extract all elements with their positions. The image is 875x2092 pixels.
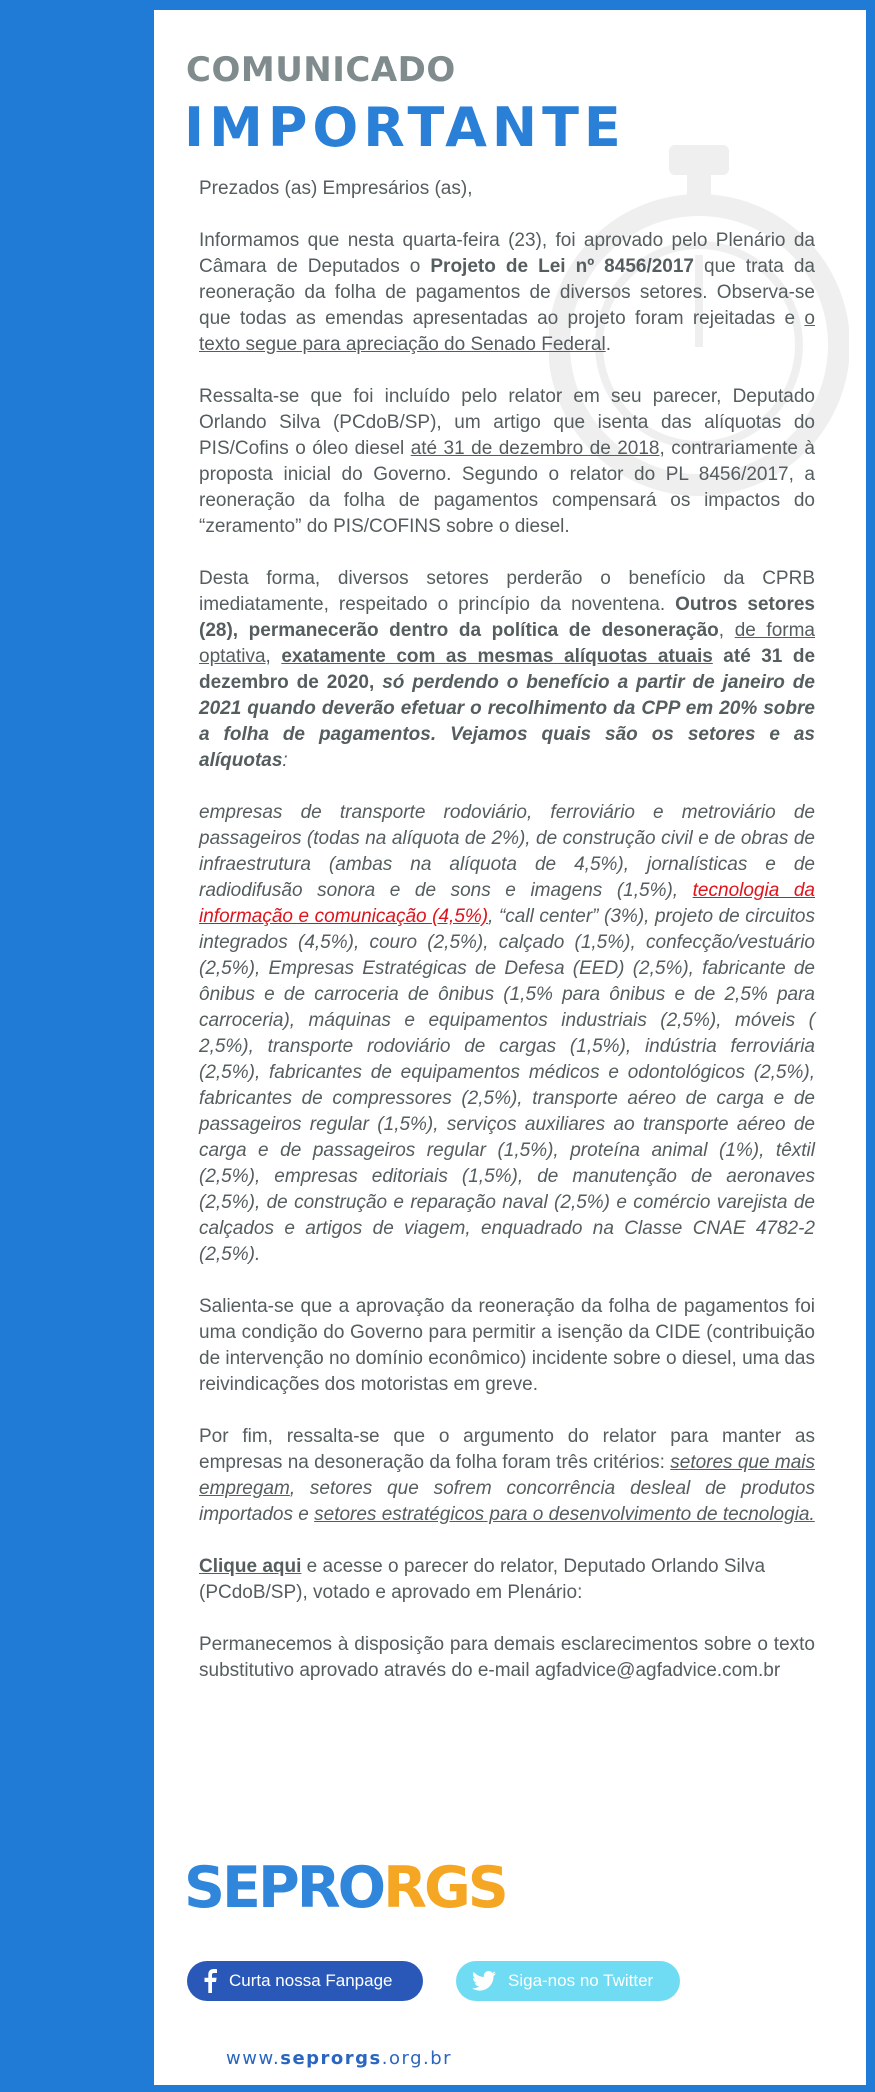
tech-info-link[interactable]: tecnologia da informação e comunicação (4,5%) <box>199 880 815 927</box>
logo-sepro: SEPRO <box>184 1855 384 1921</box>
facebook-fanpage-button[interactable] <box>187 1961 423 2001</box>
p6-text-a: Por fim, ressalta-se que o argumento do relator para manter as empresas na desoneração da folha foram três critérios: <box>199 1426 815 1473</box>
website-link[interactable] <box>226 2048 452 2069</box>
title-comunicado: COMUNICADO <box>186 50 456 90</box>
paragraph-sectors <box>199 566 815 774</box>
p3-deadline: até 31 de dezembro de 2020, <box>199 646 816 693</box>
p1-text-e: . <box>605 334 611 355</box>
paragraph-contact: Permanecemos à disposição para demais esclarecimentos sobre o texto substitutivo aprovado através do e-mail agfadvice@agfadvice.com.br <box>199 1634 815 1681</box>
paragraph-sector-list <box>199 800 815 1268</box>
p2-text-a: Ressalta-se que foi incluído pelo relator em seu parecer, Deputado Orlando Silva (PCdoB/SP), um artigo que isenta das alíquotas do PIS/Cofins o óleo diesel <box>199 386 815 459</box>
p2-text-c: , contrariamente à proposta inicial do Governo. Segundo o relator do PL 8456/2017, a reoneração da folha de pagamentos compensará os impactos do “zeramento” do PIS/COFINS sobre o diesel. <box>199 438 815 537</box>
p3-optional: de forma optativa <box>199 620 815 667</box>
click-here-link[interactable]: Clique aqui <box>199 1556 302 1577</box>
twitter-follow-button[interactable] <box>456 1961 680 2001</box>
site-prefix: www. <box>226 2048 281 2069</box>
paragraph-click-here <box>199 1554 815 1606</box>
p3-text-a: Desta forma, diversos setores perderão o benefício da CPRB imediatamente, respeitado o princípio da noventena. <box>199 568 815 615</box>
p4-text-a: empresas de transporte rodoviário, ferroviário e metroviário de passageiros (todas na alíquota de 2%), de construção civil e de obras de infraestrutura (ambas na alíquota de 4,5%), jornalísticas e de radiodifusão sonora e de sons e imagens (1,5%), <box>199 802 815 901</box>
criteria-competition: , setores que sofrem concorrência desleal de produtos importados e <box>199 1478 815 1525</box>
paragraph-approval <box>199 228 815 358</box>
p4-text-c: , “call center” (3%), projeto de circuitos integrados (4,5%), couro (2,5%), calçado (1,5%), confecção/vestuário (2,5%), Empresas Estratégicas de Defesa (EED) (2,5%), fabricante de ônibus e de carroceria de ônibus (1,5% para ônibus e de 2,5% para carroceria), máquinas e equipamentos industriais (2,5%), móveis ( 2,5%), transporte rodoviário de cargas (1,5%), indústria ferroviária (2,5%), fabricantes de equipamentos médicos e odontológicos (2,5%), fabricantes de compressores (2,5%), transporte aéreo de carga e de passageiros regular (1,5%), serviços auxiliares ao transporte aéreo de carga e de passageiros regular (1,5%), proteína animal (1%), têxtil (2,5%), empresas editoriais (1,5%), de manutenção de aeronaves (2,5%), de construção e reparação naval (2,5%) e comércio varejista de calçados e artigos de viagem, enquadrado na Classe CNAE 4782-2 (2,5%). <box>199 906 815 1265</box>
p3-sep-g <box>713 646 723 667</box>
p3-sep-c: , <box>718 620 735 641</box>
paragraph-criteria <box>199 1424 815 1528</box>
p7-rest: e acesse o parecer do relator, Deputado Orlando Silva (PCdoB/SP), votado e aprovado em Plenário: <box>199 1556 766 1603</box>
p3-colon: : <box>282 750 288 771</box>
p3-italic-bold: só perdendo o benefício a partir de janeiro de 2021 quando deverão efetuar o recolhimento da CPP em 20% sobre a folha de pagamentos. Vejamos quais são os setores e as alíquotas <box>199 672 815 771</box>
bill-number: Projeto de Lei nº 8456/2017 <box>430 256 694 277</box>
article-body <box>199 176 815 1710</box>
seprorgs-logo <box>184 1855 506 1921</box>
p3-bold-sectors: Outros setores (28), permanecerão dentro da política de desoneração <box>199 594 815 641</box>
paragraph-diesel <box>199 384 815 540</box>
greeting: Prezados (as) Empresários (as), <box>199 178 473 199</box>
newsletter-page <box>154 10 866 2085</box>
paragraph-cide: Salienta-se que a aprovação da reoneração da folha de pagamentos foi uma condição do Governo para permitir a isenção da CIDE (contribuição de intervenção no domínio econômico) incidente sobre o diesel, uma das reivindicações dos motoristas em greve. <box>199 1296 815 1395</box>
p3-sep-e: , <box>265 646 282 667</box>
p1-text-a: Informamos que nesta quarta-feira (23), foi aprovado pelo Plenário da Câmara de Deputados o <box>199 230 815 277</box>
senate-note: o texto segue para apreciação do Senado Federal <box>199 308 815 355</box>
p1-text-c: que trata da reoneração da folha de pagamentos de diversos setores. Observa-se que todas as emendas apresentadas ao projeto foram rejeitadas e <box>199 256 815 329</box>
twitter-icon <box>472 1971 496 1991</box>
title-importante: IMPORTANTE <box>184 96 626 159</box>
facebook-icon <box>203 1969 217 1993</box>
logo-rgs: RGS <box>383 1855 506 1921</box>
site-suffix: .org.br <box>381 2048 453 2069</box>
criteria-employ: setores que mais empregam <box>199 1452 815 1499</box>
twitter-label: Siga-nos no Twitter <box>508 1971 654 1990</box>
criteria-strategic: setores estratégicos para o desenvolvimento de tecnologia. <box>314 1504 815 1525</box>
site-domain: seprorgs <box>280 2048 382 2069</box>
diesel-deadline: até 31 de dezembro de 2018 <box>410 438 660 459</box>
facebook-label: Curta nossa Fanpage <box>229 1971 393 1990</box>
p3-same-rates: exatamente com as mesmas alíquotas atuais <box>281 646 713 667</box>
